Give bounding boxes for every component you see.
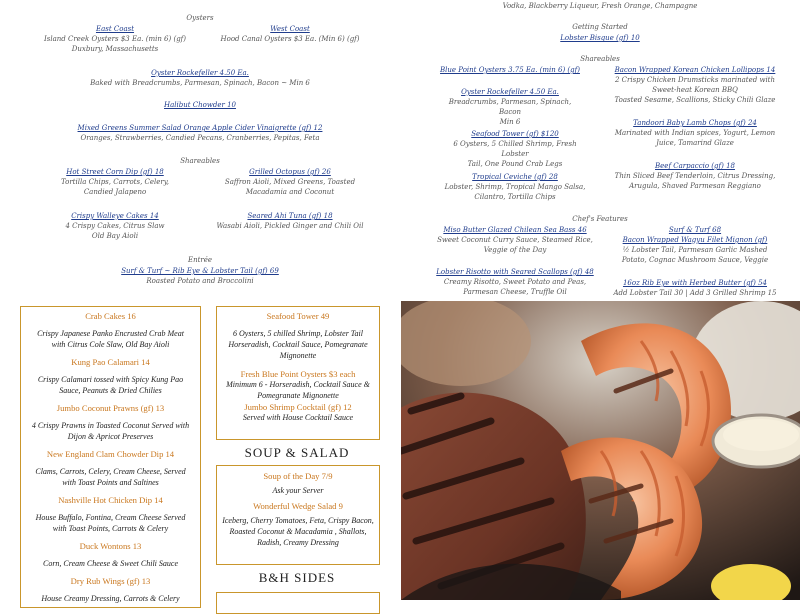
ribeye-title: 16oz Rib Eye with Herbed Butter (gf) 54 [622, 279, 768, 287]
carpaccio-item [600, 161, 790, 191]
rockefeller-desc: Baked with Breadcrumbs, Parmesan, Spinach, Bacon ~ Min 6 [90, 79, 310, 87]
octopus-title: Grilled Octopus (gf) 26 [249, 168, 331, 176]
lamb-item [600, 118, 790, 148]
tr-tower-item [440, 129, 590, 169]
appetizer-desc: Crispy Calamari tossed with Spicy Kung Pao Sauce, Peanuts & Dried Chilies [37, 375, 184, 395]
walleye-desc2: Old Bay Aioli [91, 232, 139, 240]
oysters-heading: Oysters [186, 14, 214, 22]
bisque-item [520, 33, 680, 43]
appetizer-desc: Crispy Japanese Panko Encrusted Crab Meat with Citrus Cole Slaw, Old Bay Aioli [37, 329, 184, 349]
appetizer-title: New England Clam Chowder Dip 14 [46, 449, 175, 459]
halibut-title: Halibut Chowder 10 [164, 101, 236, 109]
west-coast-title: West Coast [270, 25, 310, 33]
soup-salad-heading: SOUP & SALAD [244, 445, 350, 460]
salad-title: Mixed Greens Summer Salad Orange Apple Cider Vinaigrette (gf) 12 [77, 124, 323, 132]
tr-rockefeller-desc: Breadcrumbs, Parmesan, Spinach, Bacon [448, 98, 572, 116]
risotto-desc2: Parmesan Cheese, Truffle Oil [463, 288, 567, 296]
seafood-tower-desc: 6 Oysters, 5 chilled Shrimp, Lobster Tail Horseradish, Cocktail Sauce, Pomegranate Mignonette [228, 329, 368, 360]
west-coast-item [205, 24, 375, 44]
corn-dip-item [40, 167, 190, 197]
tr-rockefeller-desc2: Min 6 [499, 118, 521, 126]
surfturf-desc: ½ Lobster Tail, Parmesan Garlic Mashed [622, 246, 768, 254]
tr-rockefeller-title: Oyster Rockefeller 4.50 Ea. [461, 88, 559, 96]
getting-started-heading: Getting Started [572, 23, 628, 31]
corn-dip-desc: Tortilla Chips, Carrots, Celery, [60, 178, 169, 186]
appetizer-title: Crab Cakes 16 [85, 311, 136, 321]
raw-bar-box [216, 306, 380, 440]
appetizer-desc: Clams, Carrots, Celery, Cream Cheese, Served with Toast Points and Saltines [35, 467, 186, 487]
tr-tower-desc: 6 Oysters, 5 Chilled Shrimp, Fresh Lobster [453, 140, 577, 158]
corn-dip-desc2: Candied Jalapeno [83, 188, 147, 196]
lollipops-desc3: Toasted Sesame, Scallions, Sticky Chili Glaze [614, 96, 776, 104]
west-coast-desc: Hood Canal Oysters $3 Ea. (Min 6) (gf) [220, 35, 360, 43]
octopus-item [205, 167, 375, 197]
lollipops-desc2: Sweet-heat Korean BBQ [652, 86, 738, 94]
appetizer-title: Dry Rub Wings (gf) 13 [70, 576, 151, 586]
bluepoint-title: Blue Point Oysters 3.75 Ea. (min 6) (gf) [440, 66, 580, 74]
shareables-heading: Shareables [180, 157, 220, 165]
lamb-desc2: Juice, Tamarind Glaze [656, 139, 734, 147]
east-coast-desc: Island Creek Oysters $3 Ea. (min 6) (gf) [44, 35, 186, 43]
seabass-desc2: Veggie of the Day [483, 246, 547, 254]
east-coast-desc2: Duxbury, Massachusetts [71, 45, 159, 53]
appetizer-desc: 4 Crispy Prawns in Toasted Coconut Served with Dijon & Apricot Preserves [31, 421, 190, 441]
seabass-title: Miso Butter Glazed Chilean Sea Bass 46 [443, 226, 587, 234]
top-left-menu [0, 0, 400, 300]
bluepoint-oysters-title: Fresh Blue Point Oysters $3 each [240, 369, 356, 379]
seafood-tower-title: Seafood Tower 49 [266, 311, 330, 321]
lollipops-item [600, 65, 790, 105]
risotto-item [430, 267, 600, 297]
tuna-item [205, 211, 375, 231]
chefs-features-heading: Chef's Features [572, 215, 628, 223]
tuna-title: Seared Ahi Tuna (gf) 18 [247, 212, 333, 220]
ceviche-title: Tropical Ceviche (gf) 28 [472, 173, 558, 181]
top-right-menu [400, 0, 800, 300]
lollipops-title: Bacon Wrapped Korean Chicken Lollipops 14 [614, 66, 776, 74]
octopus-desc: Saffron Aioli, Mixed Greens, Toasted [224, 178, 356, 186]
soup-desc: Ask your Server [272, 486, 324, 495]
ribeye-item [600, 278, 790, 298]
lamb-desc: Marinated with Indian spices, Yogurt, Lemon [614, 129, 776, 137]
appetizer-desc: Corn, Cream Cheese & Sweet Chili Sauce [42, 559, 179, 568]
lamb-title: Tandoori Baby Lamb Chops (gf) 24 [633, 119, 757, 127]
carpaccio-desc2: Arugula, Shaved Parmesan Reggiano [629, 182, 761, 190]
walleye-item [40, 211, 190, 241]
sides-box [216, 592, 380, 614]
carpaccio-title: Beef Carpaccio (gf) 18 [655, 162, 735, 170]
octopus-desc2: Macadamia and Coconut [245, 188, 335, 196]
appetizer-title: Jumbo Coconut Prawns (gf) 13 [56, 403, 165, 413]
lollipops-desc: 2 Crispy Chicken Drumsticks marinated with [614, 76, 776, 84]
surf-desc: Roasted Potato and Broccolini [146, 277, 254, 285]
soup-salad-box [216, 465, 380, 565]
drink-line: Vodka, Blackberry Liqueur, Fresh Orange, Champagne [502, 2, 698, 10]
seabass-item [435, 225, 595, 255]
surfturf-title: Surf & Turf 68 [668, 226, 722, 234]
risotto-title: Lobster Risotto with Seared Scallops (gf) 48 [436, 268, 594, 276]
east-coast-item [30, 24, 200, 54]
seabass-desc: Sweet Coconut Curry Sauce, Steamed Rice, [437, 236, 593, 244]
walleye-title: Crispy Walleye Cakes 14 [71, 212, 159, 220]
tr-rockefeller-item [440, 87, 580, 127]
bisque-title: Lobster Bisque (gf) 10 [560, 34, 640, 42]
surfturf-sub: Bacon Wrapped Wagyu Filet Mignon (gf) [622, 236, 768, 244]
ribeye-desc: Add Lobster Tail 30 | Add 3 Grilled Shrimp 15 [613, 289, 777, 297]
bluepoint-item [435, 65, 585, 75]
appetizer-title: Kung Pao Calamari 14 [71, 357, 150, 367]
bluepoint-oysters-desc: Minimum 6 - Horseradish, Cocktail Sauce & Pomegranate Mignonette [226, 380, 370, 400]
appetizer-desc: House Buffalo, Fontina, Cream Cheese Served with Toast Points, Carrots & Celery [35, 513, 186, 533]
rockefeller-item [60, 68, 340, 88]
appetizer-desc: House Creamy Dressing, Carrots & Celery [41, 594, 180, 603]
surf-item [80, 266, 320, 286]
food-photo-illustration [401, 301, 800, 600]
wedge-desc: Iceberg, Cherry Tomatoes, Feta, Crispy Bacon, Roasted Coconut & Macadamia , Shallots, Radish, Creamy Dressing [222, 516, 374, 547]
tr-tower-desc2: Tail, One Pound Crab Legs [467, 160, 563, 168]
ceviche-desc2: Cilantro, Tortilla Chips [474, 193, 556, 201]
appetizer-title: Duck Wontons 13 [79, 541, 142, 551]
tr-tower-title: Seafood Tower (gf) $120 [471, 130, 559, 138]
rockefeller-title: Oyster Rockefeller 4.50 Ea. [151, 69, 249, 77]
tr-shareables-heading: Shareables [580, 55, 620, 63]
food-photo [401, 301, 800, 600]
appetizers-box [20, 306, 201, 608]
corn-dip-title: Hot Street Corn Dip (gf) 18 [66, 168, 164, 176]
salad-desc: Oranges, Strawberries, Candied Pecans, Cranberries, Pepitas, Feta [80, 134, 320, 142]
carpaccio-desc: Thin Sliced Beef Tenderloin, Citrus Dressing, [614, 172, 776, 180]
soup-title: Soup of the Day 7/9 [263, 471, 333, 481]
surf-title: Surf & Turf ~ Rib Eye & Lobster Tail (gf) 69 [121, 267, 279, 275]
shrimp-cocktail-desc: Served with House Cocktail Sauce [242, 413, 354, 422]
sides-heading: B&H SIDES [258, 570, 336, 585]
surfturf-item [600, 225, 790, 265]
east-coast-title: East Coast [95, 25, 135, 33]
wedge-title: Wonderful Wedge Salad 9 [253, 501, 343, 511]
risotto-desc: Creamy Risotto, Sweet Potato and Peas, [443, 278, 587, 286]
ceviche-item [440, 172, 590, 202]
halibut-item [100, 100, 300, 110]
appetizers-list [21, 307, 200, 604]
surfturf-desc2: Potato, Cognac Mushroom Sauce, Veggie [621, 256, 769, 264]
salad-item [40, 123, 360, 143]
appetizer-title: Nashville Hot Chicken Dip 14 [58, 495, 163, 505]
shrimp-cocktail-title: Jumbo Shrimp Cocktail (gf) 12 [244, 402, 352, 412]
entree-heading: Entrée [187, 256, 213, 264]
ceviche-desc: Lobster, Shrimp, Tropical Mango Salsa, [444, 183, 586, 191]
walleye-desc: 4 Crispy Cakes, Citrus Slaw [65, 222, 165, 230]
tuna-desc: Wasabi Aioli, Pickled Ginger and Chili Oil [216, 222, 364, 230]
